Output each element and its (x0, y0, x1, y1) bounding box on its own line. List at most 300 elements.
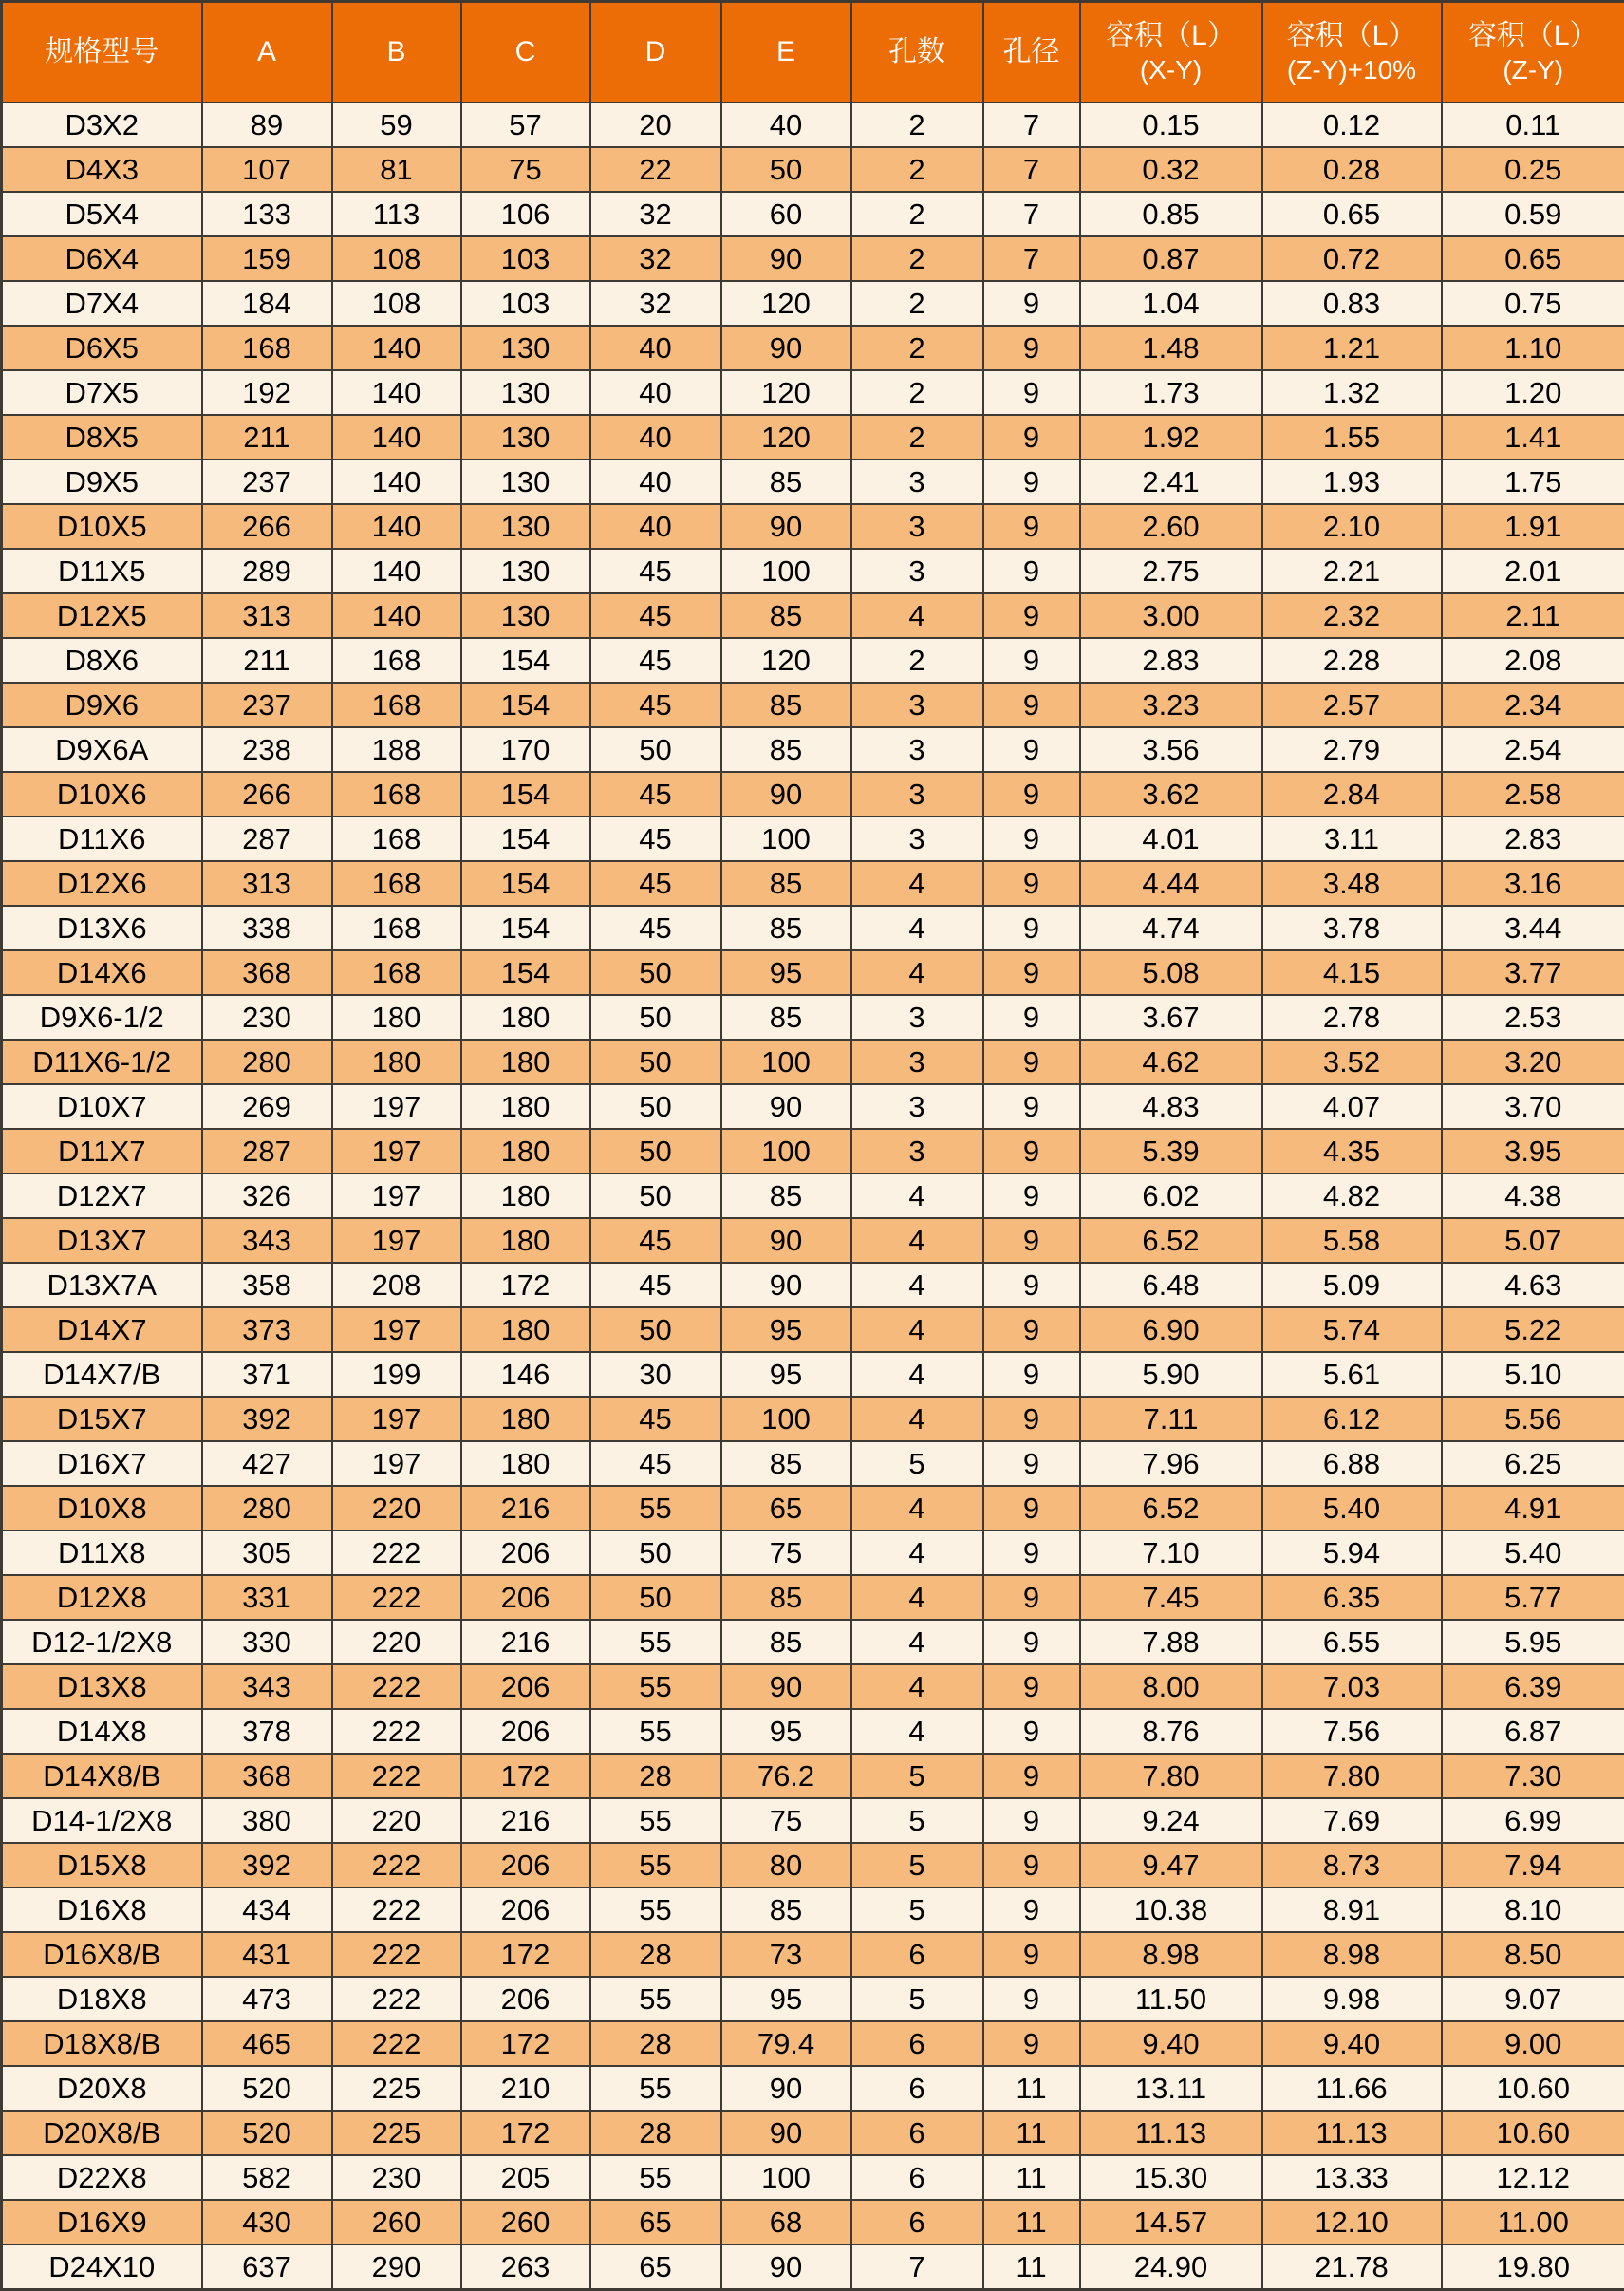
cell-volume-z-y: 4.63 (1442, 1263, 1624, 1307)
cell-volume-z-y: 2.34 (1442, 683, 1624, 727)
cell-volume-z-y: 5.07 (1442, 1218, 1624, 1263)
cell-b: 222 (332, 1932, 461, 1977)
cell-volume-z-y: 5.56 (1442, 1397, 1624, 1441)
table-row (2, 2155, 1624, 2200)
cell-volume-x-y: 4.74 (1080, 906, 1262, 950)
cell-hole-count: 5 (851, 1887, 983, 1932)
cell-volume-z-y-plus10: 4.15 (1262, 950, 1442, 995)
cell-model: D5X4 (2, 192, 202, 236)
table-row (2, 638, 1624, 683)
cell-volume-z-y-plus10: 3.78 (1262, 906, 1442, 950)
cell-b: 222 (332, 1664, 461, 1709)
spec-table-header (2, 2, 1624, 103)
cell-model: D13X8 (2, 1664, 202, 1709)
cell-hole-diameter: 9 (983, 817, 1080, 861)
cell-d: 55 (590, 1709, 721, 1754)
cell-model: D24X10 (2, 2244, 202, 2290)
cell-b: 108 (332, 281, 461, 326)
cell-d: 55 (590, 1843, 721, 1887)
cell-volume-x-y: 4.01 (1080, 817, 1262, 861)
cell-b: 168 (332, 772, 461, 817)
cell-volume-x-y: 0.87 (1080, 236, 1262, 281)
cell-hole-diameter: 9 (983, 1084, 1080, 1129)
cell-volume-z-y-plus10: 7.80 (1262, 1754, 1442, 1798)
cell-e: 80 (721, 1843, 851, 1887)
cell-d: 45 (590, 638, 721, 683)
cell-volume-x-y: 4.44 (1080, 861, 1262, 906)
cell-c: 146 (461, 1352, 590, 1397)
cell-a: 582 (202, 2155, 332, 2200)
cell-hole-diameter: 9 (983, 1129, 1080, 1174)
cell-volume-z-y: 1.91 (1442, 504, 1624, 549)
cell-c: 180 (461, 1397, 590, 1441)
cell-model: D4X3 (2, 147, 202, 192)
cell-hole-diameter: 9 (983, 1040, 1080, 1084)
cell-e: 100 (721, 2155, 851, 2200)
cell-d: 50 (590, 1307, 721, 1352)
cell-model: D10X8 (2, 1486, 202, 1530)
cell-volume-z-y: 11.00 (1442, 2200, 1624, 2244)
cell-hole-diameter: 9 (983, 1620, 1080, 1664)
cell-volume-z-y: 5.10 (1442, 1352, 1624, 1397)
cell-d: 45 (590, 593, 721, 638)
cell-d: 28 (590, 1932, 721, 1977)
cell-b: 197 (332, 1307, 461, 1352)
cell-volume-z-y-plus10: 13.33 (1262, 2155, 1442, 2200)
cell-e: 90 (721, 326, 851, 370)
cell-volume-x-y: 2.41 (1080, 460, 1262, 504)
cell-b: 222 (332, 1530, 461, 1575)
cell-c: 154 (461, 950, 590, 995)
cell-d: 55 (590, 2066, 721, 2111)
cell-e: 95 (721, 1307, 851, 1352)
cell-d: 55 (590, 1664, 721, 1709)
col-header-d: D (590, 2, 721, 103)
cell-model: D11X6-1/2 (2, 1040, 202, 1084)
cell-a: 287 (202, 817, 332, 861)
cell-c: 180 (461, 1084, 590, 1129)
cell-c: 180 (461, 1441, 590, 1486)
cell-volume-x-y: 0.85 (1080, 192, 1262, 236)
cell-b: 140 (332, 549, 461, 593)
cell-volume-z-y: 5.95 (1442, 1620, 1624, 1664)
cell-volume-z-y: 6.39 (1442, 1664, 1624, 1709)
cell-volume-z-y-plus10: 8.98 (1262, 1932, 1442, 1977)
cell-volume-x-y: 1.73 (1080, 370, 1262, 415)
cell-b: 290 (332, 2244, 461, 2290)
table-row (2, 147, 1624, 192)
cell-b: 108 (332, 236, 461, 281)
cell-volume-z-y-plus10: 2.32 (1262, 593, 1442, 638)
table-row (2, 281, 1624, 326)
cell-volume-z-y-plus10: 4.35 (1262, 1129, 1442, 1174)
cell-model: D20X8/B (2, 2111, 202, 2155)
cell-model: D16X8 (2, 1887, 202, 1932)
table-row (2, 1129, 1624, 1174)
table-row (2, 1798, 1624, 1843)
cell-volume-z-y-plus10: 5.40 (1262, 1486, 1442, 1530)
col-header-volume-z-y: 容积（L） (Z-Y) (1442, 2, 1624, 103)
cell-b: 220 (332, 1620, 461, 1664)
cell-a: 331 (202, 1575, 332, 1620)
cell-model: D14X7/B (2, 1352, 202, 1397)
cell-hole-count: 4 (851, 1575, 983, 1620)
cell-volume-x-y: 8.76 (1080, 1709, 1262, 1754)
cell-hole-count: 3 (851, 460, 983, 504)
cell-c: 206 (461, 1530, 590, 1575)
table-row (2, 549, 1624, 593)
cell-hole-diameter: 9 (983, 1441, 1080, 1486)
table-row (2, 1575, 1624, 1620)
cell-hole-count: 3 (851, 683, 983, 727)
table-row (2, 772, 1624, 817)
cell-e: 100 (721, 549, 851, 593)
cell-e: 90 (721, 504, 851, 549)
col-header-e: E (721, 2, 851, 103)
cell-b: 222 (332, 1575, 461, 1620)
cell-e: 120 (721, 415, 851, 460)
cell-e: 85 (721, 995, 851, 1040)
cell-hole-count: 4 (851, 1530, 983, 1575)
cell-volume-z-y-plus10: 9.40 (1262, 2021, 1442, 2066)
cell-hole-diameter: 9 (983, 326, 1080, 370)
cell-volume-z-y-plus10: 5.58 (1262, 1218, 1442, 1263)
cell-volume-z-y: 2.58 (1442, 772, 1624, 817)
cell-hole-count: 4 (851, 1664, 983, 1709)
cell-e: 73 (721, 1932, 851, 1977)
cell-hole-diameter: 9 (983, 2021, 1080, 2066)
cell-model: D14X7 (2, 1307, 202, 1352)
cell-model: D22X8 (2, 2155, 202, 2200)
cell-volume-z-y-plus10: 5.74 (1262, 1307, 1442, 1352)
header-row (2, 2, 1624, 103)
cell-hole-diameter: 9 (983, 683, 1080, 727)
cell-d: 45 (590, 549, 721, 593)
cell-volume-z-y-plus10: 7.03 (1262, 1664, 1442, 1709)
cell-d: 45 (590, 1218, 721, 1263)
cell-e: 120 (721, 638, 851, 683)
cell-c: 103 (461, 281, 590, 326)
cell-e: 85 (721, 1575, 851, 1620)
cell-volume-z-y: 0.25 (1442, 147, 1624, 192)
cell-e: 85 (721, 1620, 851, 1664)
table-row (2, 1664, 1624, 1709)
table-row (2, 1887, 1624, 1932)
cell-d: 28 (590, 1754, 721, 1798)
cell-volume-z-y: 2.11 (1442, 593, 1624, 638)
cell-a: 431 (202, 1932, 332, 1977)
cell-volume-x-y: 8.98 (1080, 1932, 1262, 1977)
cell-b: 188 (332, 727, 461, 772)
cell-hole-count: 4 (851, 1709, 983, 1754)
cell-hole-count: 4 (851, 1397, 983, 1441)
cell-a: 368 (202, 1754, 332, 1798)
cell-hole-diameter: 9 (983, 1977, 1080, 2021)
cell-e: 95 (721, 1352, 851, 1397)
cell-model: D3X2 (2, 103, 202, 147)
cell-model: D12X6 (2, 861, 202, 906)
cell-model: D15X7 (2, 1397, 202, 1441)
cell-b: 222 (332, 1754, 461, 1798)
cell-volume-z-y: 2.08 (1442, 638, 1624, 683)
cell-volume-z-y: 2.54 (1442, 727, 1624, 772)
cell-d: 65 (590, 2244, 721, 2290)
cell-a: 330 (202, 1620, 332, 1664)
cell-d: 45 (590, 1397, 721, 1441)
cell-c: 172 (461, 1263, 590, 1307)
cell-hole-count: 5 (851, 1754, 983, 1798)
cell-b: 197 (332, 1441, 461, 1486)
cell-volume-x-y: 10.38 (1080, 1887, 1262, 1932)
cell-d: 55 (590, 2155, 721, 2200)
cell-model: D16X7 (2, 1441, 202, 1486)
cell-hole-diameter: 11 (983, 2066, 1080, 2111)
cell-hole-count: 4 (851, 861, 983, 906)
table-row (2, 1486, 1624, 1530)
cell-volume-x-y: 3.00 (1080, 593, 1262, 638)
cell-volume-z-y-plus10: 11.13 (1262, 2111, 1442, 2155)
cell-b: 168 (332, 906, 461, 950)
cell-volume-x-y: 3.23 (1080, 683, 1262, 727)
cell-c: 57 (461, 103, 590, 147)
cell-e: 60 (721, 192, 851, 236)
cell-c: 206 (461, 1709, 590, 1754)
cell-model: D13X6 (2, 906, 202, 950)
cell-volume-z-y: 3.70 (1442, 1084, 1624, 1129)
cell-e: 90 (721, 1084, 851, 1129)
cell-model: D6X4 (2, 236, 202, 281)
cell-hole-diameter: 9 (983, 1218, 1080, 1263)
cell-a: 237 (202, 683, 332, 727)
cell-volume-x-y: 7.45 (1080, 1575, 1262, 1620)
cell-volume-z-y-plus10: 0.28 (1262, 147, 1442, 192)
cell-a: 326 (202, 1174, 332, 1218)
cell-volume-z-y-plus10: 7.69 (1262, 1798, 1442, 1843)
cell-hole-count: 6 (851, 2111, 983, 2155)
cell-c: 103 (461, 236, 590, 281)
cell-volume-x-y: 3.56 (1080, 727, 1262, 772)
cell-a: 427 (202, 1441, 332, 1486)
cell-d: 20 (590, 103, 721, 147)
cell-a: 313 (202, 593, 332, 638)
cell-hole-diameter: 9 (983, 460, 1080, 504)
cell-volume-x-y: 14.57 (1080, 2200, 1262, 2244)
cell-model: D11X7 (2, 1129, 202, 1174)
cell-e: 100 (721, 1129, 851, 1174)
cell-volume-x-y: 6.02 (1080, 1174, 1262, 1218)
cell-e: 40 (721, 103, 851, 147)
cell-volume-z-y-plus10: 2.84 (1262, 772, 1442, 817)
cell-b: 140 (332, 370, 461, 415)
table-row (2, 103, 1624, 147)
cell-hole-diameter: 7 (983, 103, 1080, 147)
cell-a: 107 (202, 147, 332, 192)
cell-b: 230 (332, 2155, 461, 2200)
cell-e: 95 (721, 950, 851, 995)
cell-b: 199 (332, 1352, 461, 1397)
cell-hole-diameter: 9 (983, 950, 1080, 995)
cell-hole-count: 6 (851, 2066, 983, 2111)
cell-a: 280 (202, 1040, 332, 1084)
cell-volume-z-y: 2.53 (1442, 995, 1624, 1040)
cell-volume-x-y: 2.60 (1080, 504, 1262, 549)
cell-volume-z-y-plus10: 5.94 (1262, 1530, 1442, 1575)
table-row (2, 326, 1624, 370)
cell-hole-count: 4 (851, 906, 983, 950)
col-header-hole-diameter: 孔径 (983, 2, 1080, 103)
cell-e: 68 (721, 2200, 851, 2244)
cell-volume-x-y: 1.04 (1080, 281, 1262, 326)
cell-volume-x-y: 11.13 (1080, 2111, 1262, 2155)
cell-hole-diameter: 9 (983, 1575, 1080, 1620)
cell-model: D20X8 (2, 2066, 202, 2111)
cell-c: 206 (461, 1843, 590, 1887)
cell-a: 373 (202, 1307, 332, 1352)
cell-c: 130 (461, 326, 590, 370)
cell-e: 85 (721, 1887, 851, 1932)
cell-c: 154 (461, 772, 590, 817)
cell-hole-count: 5 (851, 1441, 983, 1486)
table-row (2, 192, 1624, 236)
cell-volume-x-y: 24.90 (1080, 2244, 1262, 2290)
cell-c: 154 (461, 906, 590, 950)
cell-hole-diameter: 9 (983, 1664, 1080, 1709)
cell-volume-z-y-plus10: 6.35 (1262, 1575, 1442, 1620)
cell-hole-diameter: 11 (983, 2155, 1080, 2200)
cell-c: 170 (461, 727, 590, 772)
cell-volume-z-y: 0.65 (1442, 236, 1624, 281)
table-row (2, 1352, 1624, 1397)
cell-model: D8X6 (2, 638, 202, 683)
cell-c: 75 (461, 147, 590, 192)
cell-c: 130 (461, 415, 590, 460)
cell-hole-count: 2 (851, 370, 983, 415)
cell-c: 172 (461, 1754, 590, 1798)
cell-volume-z-y-plus10: 2.10 (1262, 504, 1442, 549)
cell-hole-diameter: 9 (983, 1307, 1080, 1352)
cell-e: 90 (721, 2066, 851, 2111)
cell-d: 28 (590, 2021, 721, 2066)
cell-hole-diameter: 9 (983, 1709, 1080, 1754)
cell-volume-z-y: 7.30 (1442, 1754, 1624, 1798)
cell-model: D11X8 (2, 1530, 202, 1575)
table-row (2, 727, 1624, 772)
cell-a: 358 (202, 1263, 332, 1307)
cell-volume-z-y-plus10: 2.78 (1262, 995, 1442, 1040)
cell-model: D14X8/B (2, 1754, 202, 1798)
cell-hole-count: 4 (851, 1263, 983, 1307)
cell-volume-x-y: 2.83 (1080, 638, 1262, 683)
cell-volume-z-y-plus10: 5.09 (1262, 1263, 1442, 1307)
cell-e: 85 (721, 727, 851, 772)
cell-a: 371 (202, 1352, 332, 1397)
cell-volume-x-y: 9.47 (1080, 1843, 1262, 1887)
cell-b: 222 (332, 1887, 461, 1932)
cell-d: 32 (590, 281, 721, 326)
cell-volume-x-y: 1.92 (1080, 415, 1262, 460)
table-row (2, 1084, 1624, 1129)
cell-volume-z-y: 6.25 (1442, 1441, 1624, 1486)
cell-volume-z-y-plus10: 4.82 (1262, 1174, 1442, 1218)
cell-a: 380 (202, 1798, 332, 1843)
cell-hole-diameter: 9 (983, 1397, 1080, 1441)
cell-a: 237 (202, 460, 332, 504)
cell-d: 50 (590, 1040, 721, 1084)
cell-b: 140 (332, 415, 461, 460)
cell-c: 130 (461, 460, 590, 504)
cell-hole-diameter: 7 (983, 192, 1080, 236)
cell-model: D14X6 (2, 950, 202, 995)
cell-volume-x-y: 5.90 (1080, 1352, 1262, 1397)
cell-model: D7X4 (2, 281, 202, 326)
cell-hole-count: 2 (851, 236, 983, 281)
cell-model: D16X8/B (2, 1932, 202, 1977)
cell-volume-z-y: 2.83 (1442, 817, 1624, 861)
col-header-a: A (202, 2, 332, 103)
cell-hole-count: 2 (851, 326, 983, 370)
table-row (2, 1397, 1624, 1441)
cell-volume-z-y-plus10: 1.32 (1262, 370, 1442, 415)
col-header-hole-count: 孔数 (851, 2, 983, 103)
cell-volume-x-y: 2.75 (1080, 549, 1262, 593)
cell-volume-x-y: 11.50 (1080, 1977, 1262, 2021)
cell-hole-diameter: 9 (983, 1798, 1080, 1843)
table-row (2, 2021, 1624, 2066)
cell-d: 45 (590, 1441, 721, 1486)
cell-volume-z-y-plus10: 2.21 (1262, 549, 1442, 593)
cell-hole-count: 4 (851, 1620, 983, 1664)
cell-hole-count: 3 (851, 817, 983, 861)
cell-volume-z-y-plus10: 1.93 (1262, 460, 1442, 504)
cell-hole-diameter: 9 (983, 1486, 1080, 1530)
cell-hole-diameter: 9 (983, 1530, 1080, 1575)
cell-e: 100 (721, 1040, 851, 1084)
cell-d: 50 (590, 1129, 721, 1174)
cell-volume-z-y-plus10: 8.91 (1262, 1887, 1442, 1932)
cell-b: 197 (332, 1084, 461, 1129)
cell-model: D16X9 (2, 2200, 202, 2244)
cell-volume-z-y-plus10: 0.12 (1262, 103, 1442, 147)
cell-model: D12-1/2X8 (2, 1620, 202, 1664)
cell-volume-z-y: 2.01 (1442, 549, 1624, 593)
cell-volume-z-y: 0.75 (1442, 281, 1624, 326)
cell-a: 266 (202, 504, 332, 549)
cell-d: 50 (590, 1575, 721, 1620)
cell-model: D10X5 (2, 504, 202, 549)
cell-model: D11X6 (2, 817, 202, 861)
cell-volume-z-y-plus10: 9.98 (1262, 1977, 1442, 2021)
cell-volume-z-y: 0.59 (1442, 192, 1624, 236)
cell-model: D10X6 (2, 772, 202, 817)
cell-hole-count: 4 (851, 593, 983, 638)
table-row (2, 1754, 1624, 1798)
cell-b: 81 (332, 147, 461, 192)
cell-d: 50 (590, 727, 721, 772)
cell-e: 85 (721, 861, 851, 906)
cell-d: 55 (590, 1798, 721, 1843)
cell-hole-diameter: 9 (983, 1352, 1080, 1397)
cell-volume-z-y: 1.10 (1442, 326, 1624, 370)
cell-model: D9X6A (2, 727, 202, 772)
cell-e: 90 (721, 1664, 851, 1709)
cell-d: 45 (590, 817, 721, 861)
cell-volume-x-y: 9.40 (1080, 2021, 1262, 2066)
cell-hole-diameter: 9 (983, 593, 1080, 638)
cell-c: 172 (461, 1932, 590, 1977)
cell-d: 30 (590, 1352, 721, 1397)
cell-volume-z-y: 8.50 (1442, 1932, 1624, 1977)
cell-c: 206 (461, 1977, 590, 2021)
